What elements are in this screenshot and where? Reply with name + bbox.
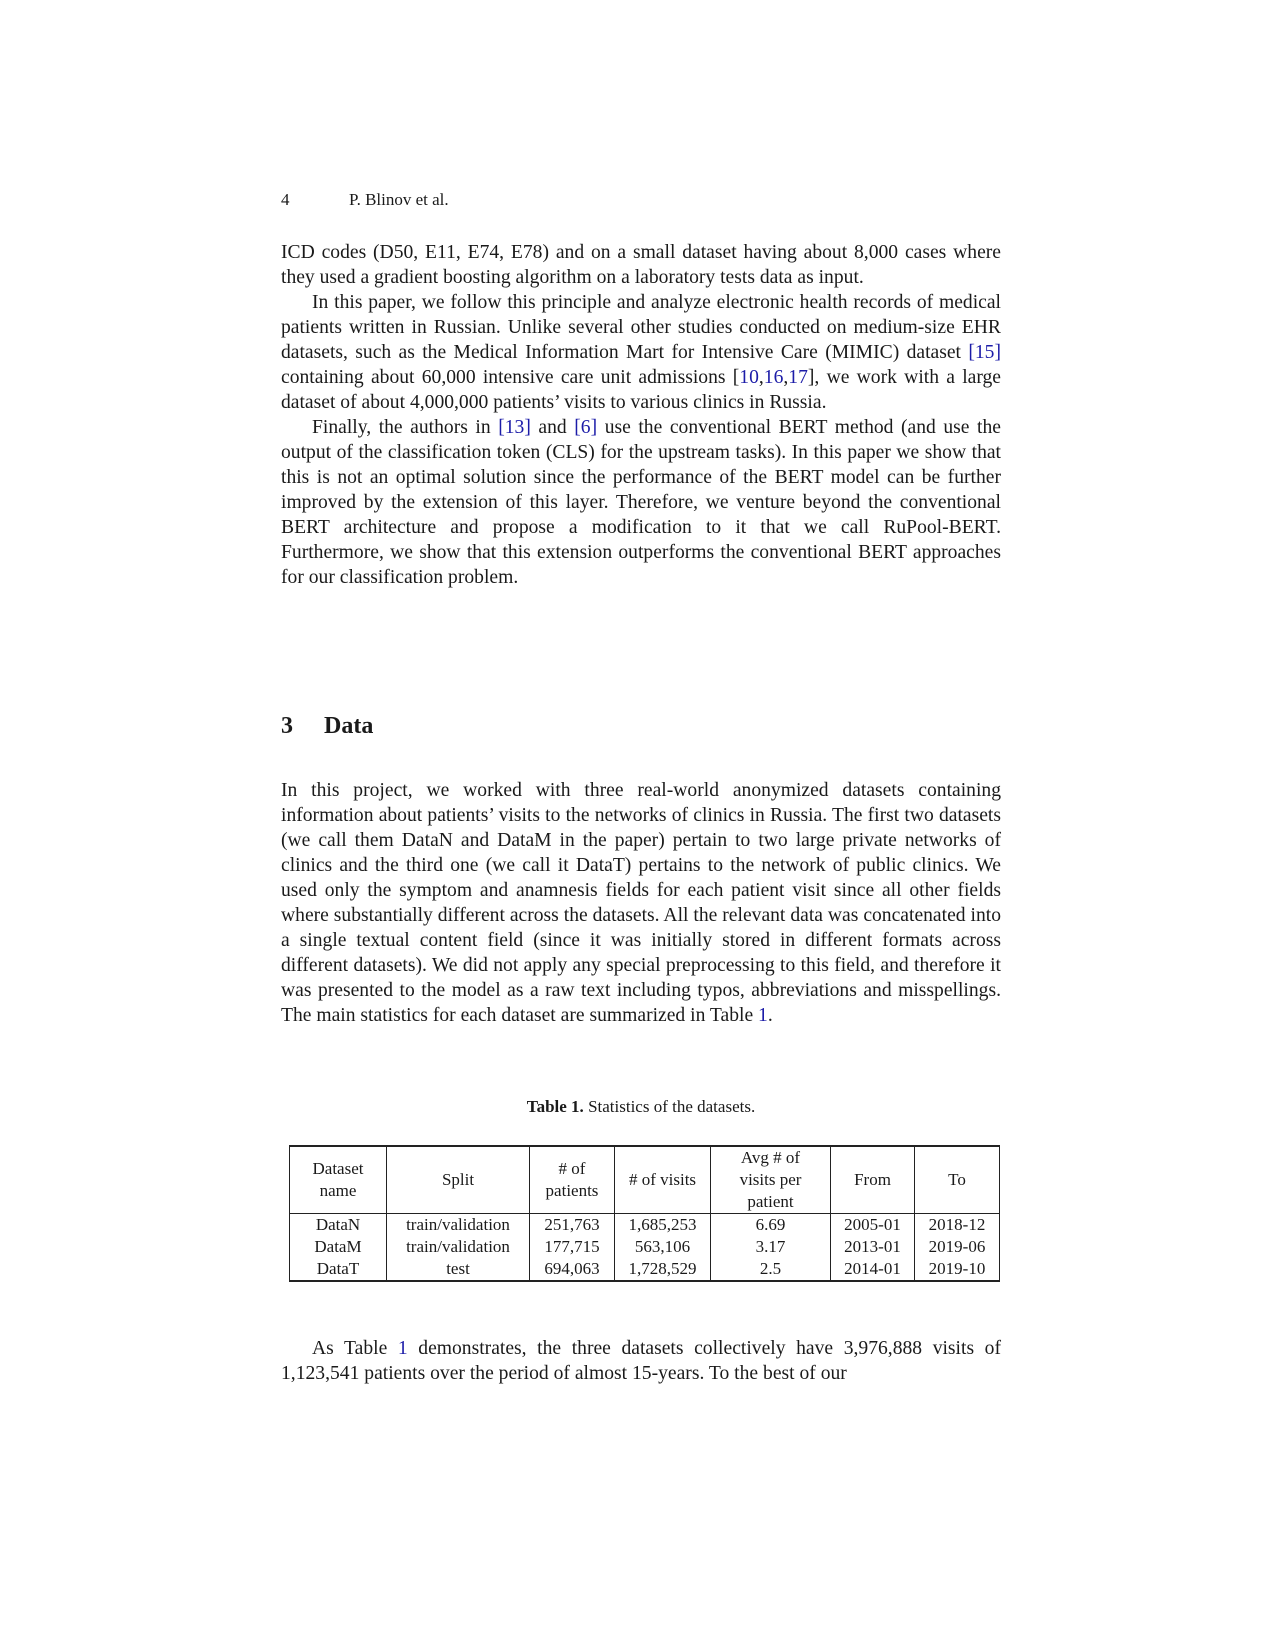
table-cell: DataT [290, 1258, 387, 1281]
page-number: 4 [281, 190, 290, 209]
closing-text [281, 1336, 1001, 1386]
table-header-row [290, 1146, 1000, 1214]
citation-link[interactable]: [15] [968, 342, 1001, 363]
section-heading [281, 713, 373, 740]
table-cell: 3.17 [711, 1236, 831, 1258]
data-section-text [281, 778, 1001, 1028]
paragraph: ICD codes (D50, E11, E74, E78) and on a small dataset having about 8,000 cases where they used a gradient boosting algorithm on a laboratory tests data as input. [281, 242, 1001, 288]
table-cell: 2014-01 [831, 1258, 915, 1281]
column-header: Dataset name [290, 1146, 387, 1214]
citation-link[interactable]: 10 [739, 367, 759, 388]
paragraph: In this paper, we follow this principle and analyze electronic health records of medical patients written in Russian. Unlike several other studies conducted on medium-size EHR datasets, such as the Medical Information Mart for Intensive Care (MIMIC) dataset [15] containing about 60,000 intensive care unit admissions [10,16,17], we work with a large dataset of about 4,000,000 patients’ visits to various clinics in Russia. [281, 292, 1001, 413]
table-cell: test [387, 1258, 530, 1281]
table-cell: 2019-06 [915, 1236, 1000, 1258]
column-header: # of patients [530, 1146, 615, 1214]
table-cell: 2018-12 [915, 1214, 1000, 1237]
column-header: # of visits [615, 1146, 711, 1214]
caption-label: Table 1. [526, 1097, 584, 1116]
paragraph: As Table 1 demonstrates, the three datasets collectively have 3,976,888 visits of 1,123,541 patients over the period of almost 15-years. To the best of our [281, 1338, 1001, 1384]
column-header: From [831, 1146, 915, 1214]
table-cell: DataM [290, 1236, 387, 1258]
intro-text [281, 240, 1001, 590]
table-row [290, 1214, 1000, 1237]
table-cell: train/validation [387, 1236, 530, 1258]
table-cell: 2019-10 [915, 1258, 1000, 1281]
table-cell: 251,763 [530, 1214, 615, 1237]
table-cell: 6.69 [711, 1214, 831, 1237]
table-cell: 1,728,529 [615, 1258, 711, 1281]
table-ref-link[interactable]: 1 [758, 1005, 768, 1026]
table-cell: 177,715 [530, 1236, 615, 1258]
citation-link[interactable]: 17 [788, 367, 808, 388]
table-row [290, 1258, 1000, 1281]
table-cell: DataN [290, 1214, 387, 1237]
statistics-table [289, 1145, 1000, 1282]
table-cell: train/validation [387, 1214, 530, 1237]
caption-text: Statistics of the datasets. [583, 1097, 756, 1116]
running-header [281, 190, 449, 210]
citation-link[interactable]: 16 [763, 367, 784, 388]
section-number: 3 [281, 713, 293, 739]
table-cell: 1,685,253 [615, 1214, 711, 1237]
table-cell: 2013-01 [831, 1236, 915, 1258]
column-header: Avg # of visits per patient [711, 1146, 831, 1214]
table-cell: 2.5 [711, 1258, 831, 1281]
table-row [290, 1236, 1000, 1258]
table-cell: 694,063 [530, 1258, 615, 1281]
table-cell: 2005-01 [831, 1214, 915, 1237]
table-caption [281, 1097, 1001, 1117]
table-cell: 563,106 [615, 1236, 711, 1258]
running-authors: P. Blinov et al. [349, 190, 449, 209]
paragraph: Finally, the authors in [13] and [6] use the conventional BERT method (and use the output of the classification token (CLS) for the upstream tasks). In this paper we show that this is not an optimal solution since the performance of the BERT model can be further improved by the extension of this layer. Therefore, we venture beyond the conventional BERT architecture and propose a modification to it that we call RuPool-BERT. Furthermore, we show that this extension outperforms the conventional BERT approaches for our classification problem. [281, 417, 1001, 588]
column-header: Split [387, 1146, 530, 1214]
table-ref-link[interactable]: 1 [397, 1338, 408, 1359]
column-header: To [915, 1146, 1000, 1214]
section-title: Data [324, 713, 374, 739]
citation-link[interactable]: [6] [574, 417, 598, 438]
paragraph: In this project, we worked with three real-world anonymized datasets containing information about patients’ visits to the networks of clinics in Russia. The first two datasets (we call them DataN and DataM in the paper) pertain to two large private networks of clinics and the third one (we call it DataT) pertains to the network of public clinics. We used only the symptom and anamnesis fields for each patient visit since all other fields where substantially different across the datasets. All the relevant data was concatenated into a single textual content field (since it was initially stored in different formats across different datasets). We did not apply any special preprocessing to this field, and therefore it was presented to the model as a raw text including typos, abbreviations and misspellings. The main statistics for each dataset are summarized in Table 1. [281, 780, 1001, 1026]
citation-link[interactable]: [13] [498, 417, 531, 438]
